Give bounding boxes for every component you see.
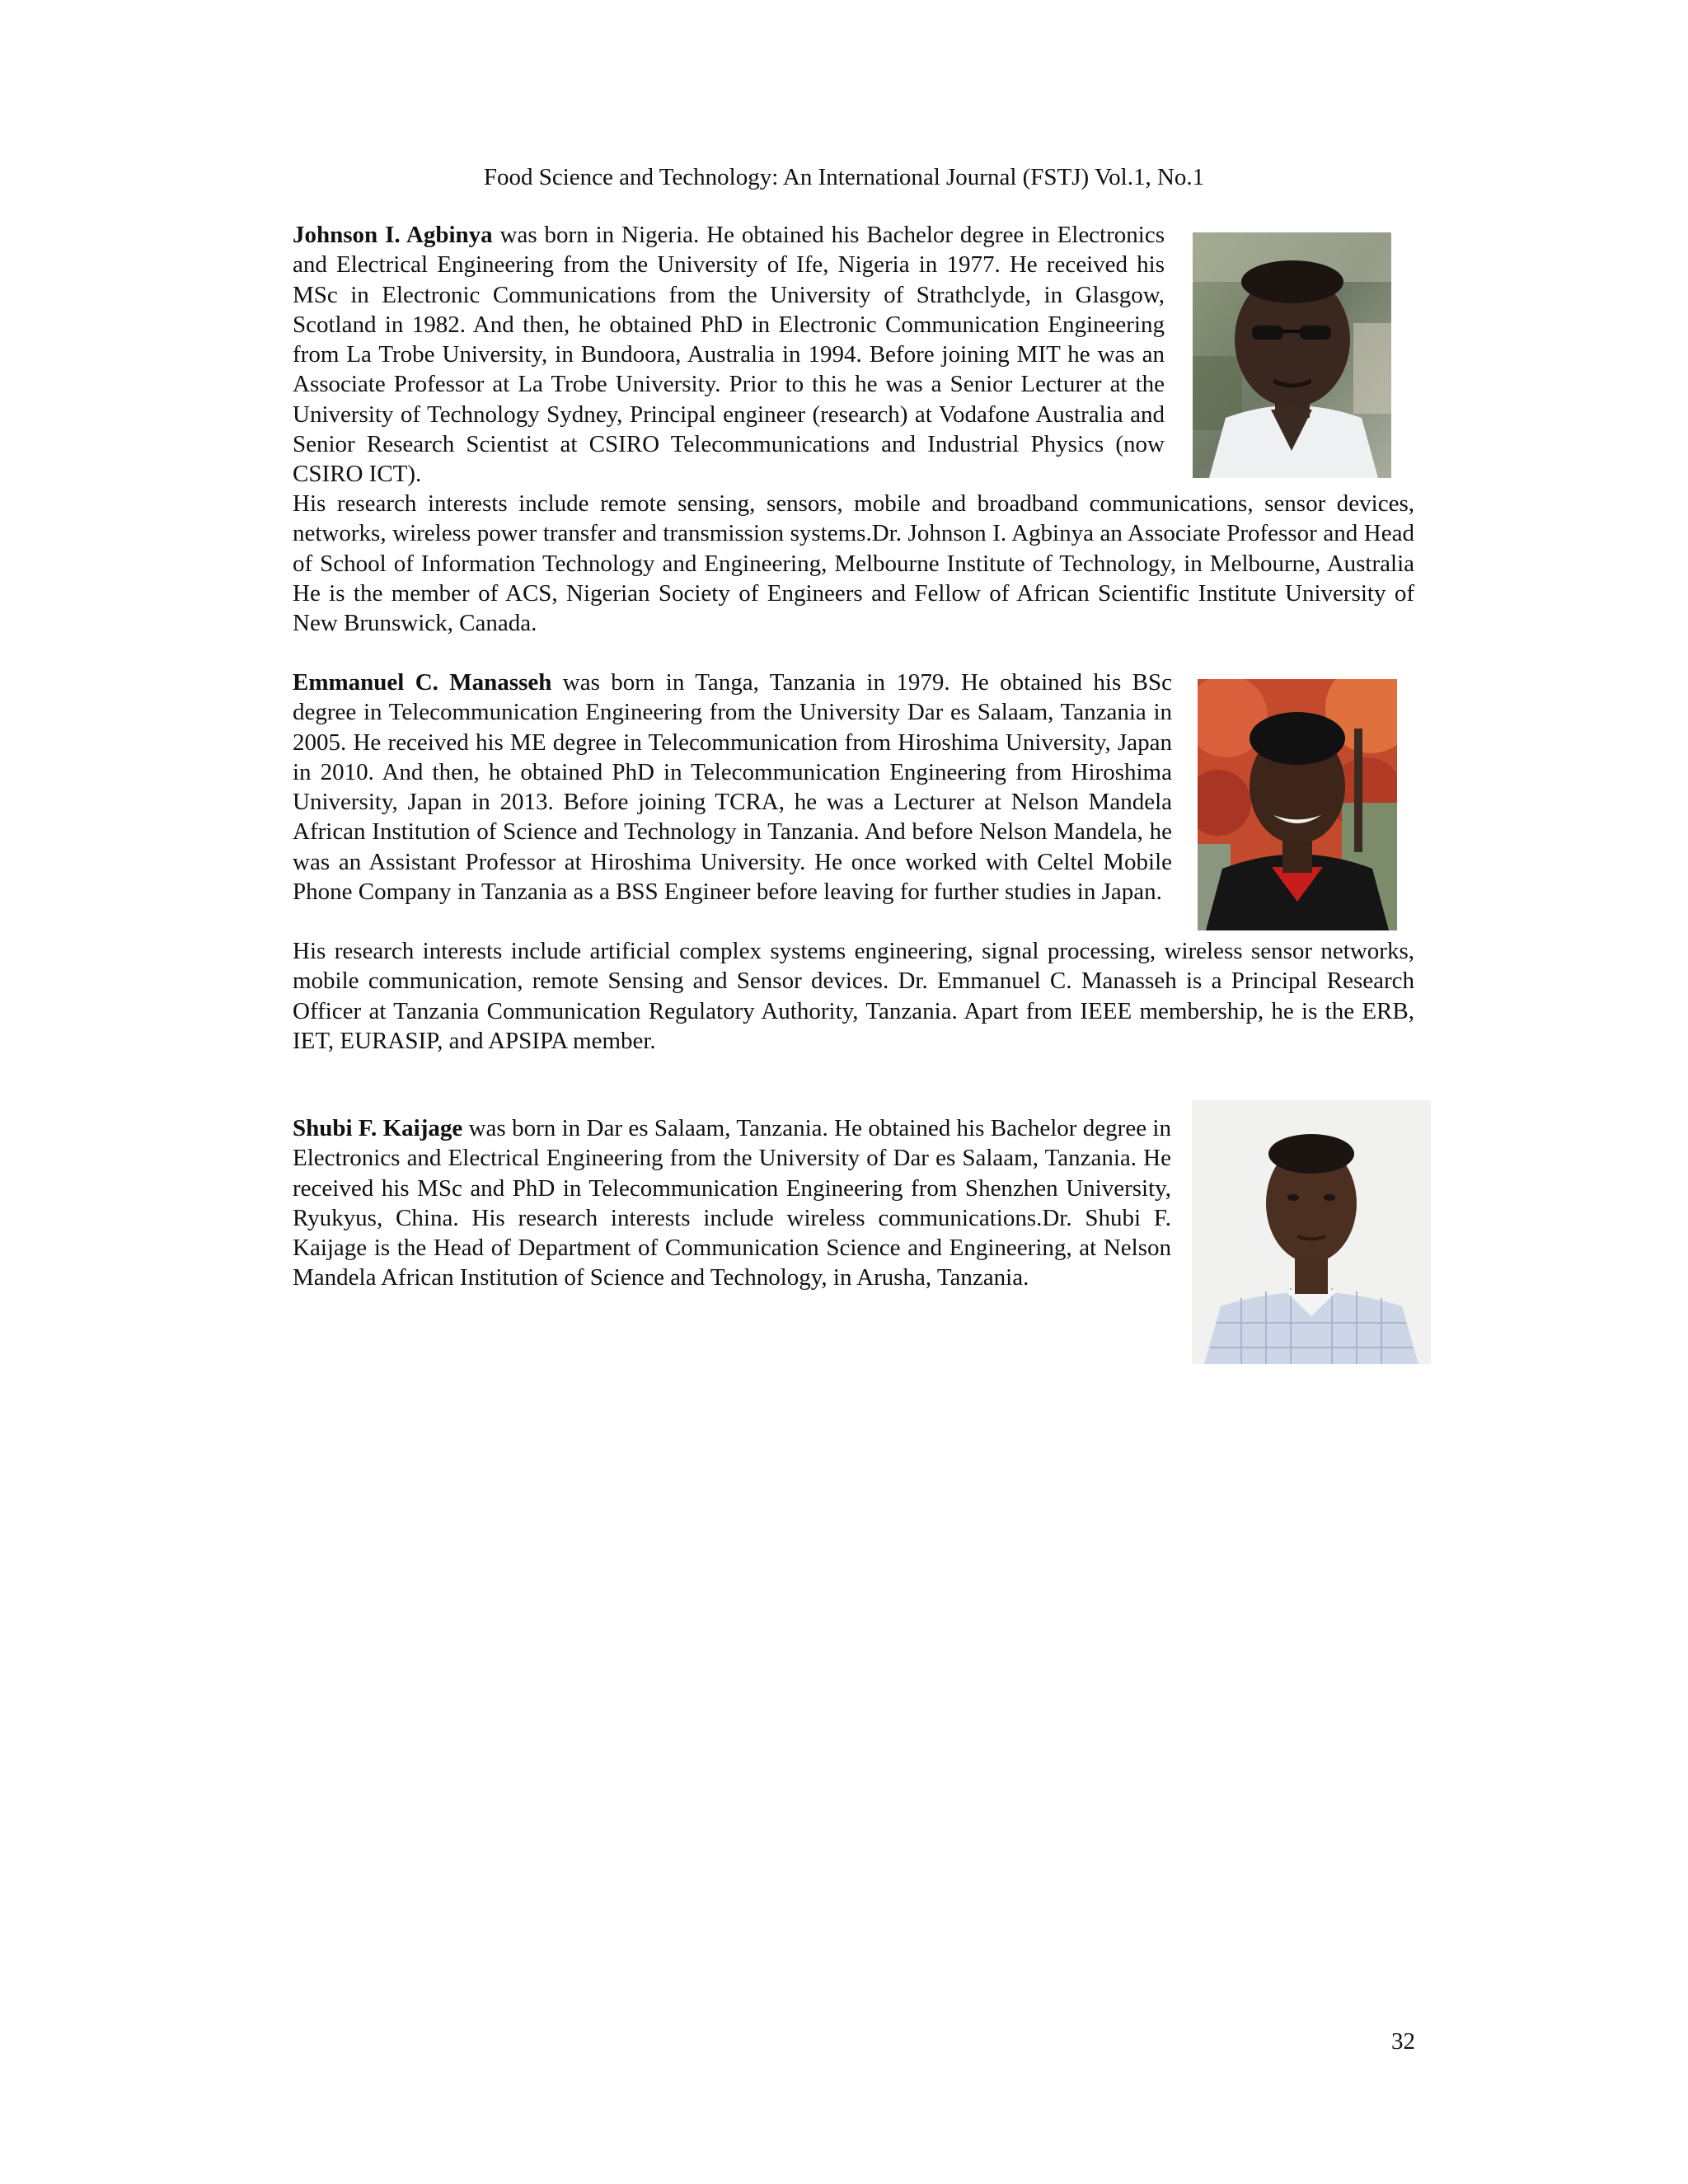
author-name: Johnson I. Agbinya [293,222,493,248]
author-photo-kaijage [1192,1100,1431,1364]
bio-manasseh-paragraph [293,668,1172,907]
bio-text: His research interests include remote sensing, sensors, mobile and broadband communications, sensor devices, networks, wireless power transfer and transmission systems.Dr. Johnson I. Agbinya an Associate Professor and Head of School of Information Technology and Engineering, Melbourne Institute of Technology, in Melbourne, Australia He is the member of ACS, Nigerian Society of Engineers and Fellow of African Scientific Institute University of New Brunswick, Canada. [293,490,1414,637]
bio-text: His research interests include artificial complex systems engineering, signal processing, wireless sensor networks, mobile communication, remote Sensing and Sensor devices. Dr. Emmanuel C. Manasseh is a Principal Research Officer at Tanzania Communication Regulatory Authority, Tanzania. Apart from IEEE membership, he is the ERB, IET, EURASIP, and APSIPA member. [293,938,1414,1054]
author-photo-manasseh [1198,679,1397,930]
author-photo-agbinya [1193,232,1391,478]
bio-text: was born in Nigeria. He obtained his Bachelor degree in Electronics and Electrical Engineering from the University of Ife, Nigeria in 1977. He received his MSc in Electronic Communications from the University of Strathclyde, in Glasgow, Scotland in 1982. And then, he obtained PhD in Electronic Communication Engineering from La Trobe University, in Bundoora, Australia in 1994. Before joining MIT he was an Associate Professor at La Trobe University. Prior to this he was a Senior Lecturer at the University of Technology Sydney, Principal engineer (research) at Vodafone Australia and Senior Research Scientist at CSIRO Telecommunications and Industrial Physics (now CSIRO ICT). [293,222,1165,488]
bio-agbinya-research-paragraph [293,489,1414,638]
bio-kaijage-paragraph [293,1113,1171,1293]
bio-text: was born in Tanga, Tanzania in 1979. He obtained his BSc degree in Telecommunication Engineering from the University Dar es Salaam, Tanzania in 2005. He received his ME degree in Telecommunication from Hiroshima University, Japan in 2010. And then, he obtained PhD in Telecommunication Engineering from Hiroshima University, Japan in 2013. Before joining TCRA, he was a Lecturer at Nelson Mandela African Institution of Science and Technology in Tanzania. And before Nelson Mandela, he was an Assistant Professor at Hiroshima University. He once worked with Celtel Mobile Phone Company in Tanzania as a BSS Engineer before leaving for further studies in Japan. [293,669,1172,906]
author-name: Shubi F. Kaijage [293,1115,463,1141]
running-header: Food Science and Technology: An International Journal (FSTJ) Vol.1, No.1 [483,164,1205,190]
page-number: 32 [1391,2028,1415,2055]
bio-text: was born in Dar es Salaam, Tanzania. He obtained his Bachelor degree in Electronics and Electrical Engineering from the University of Dar es Salaam, Tanzania. He received his MSc and PhD in Telecommunication Engineering from Shenzhen University, Ryukyus, China. His research interests include wireless communications.Dr. Shubi F. Kaijage is the Head of Department of Communication Science and Engineering, at Nelson Mandela African Institution of Science and Technology, in Arusha, Tanzania. [293,1115,1171,1291]
author-name: Emmanuel C. Manasseh [293,669,552,696]
bio-manasseh-research-paragraph [293,936,1414,1056]
bio-agbinya-paragraph [293,220,1165,490]
